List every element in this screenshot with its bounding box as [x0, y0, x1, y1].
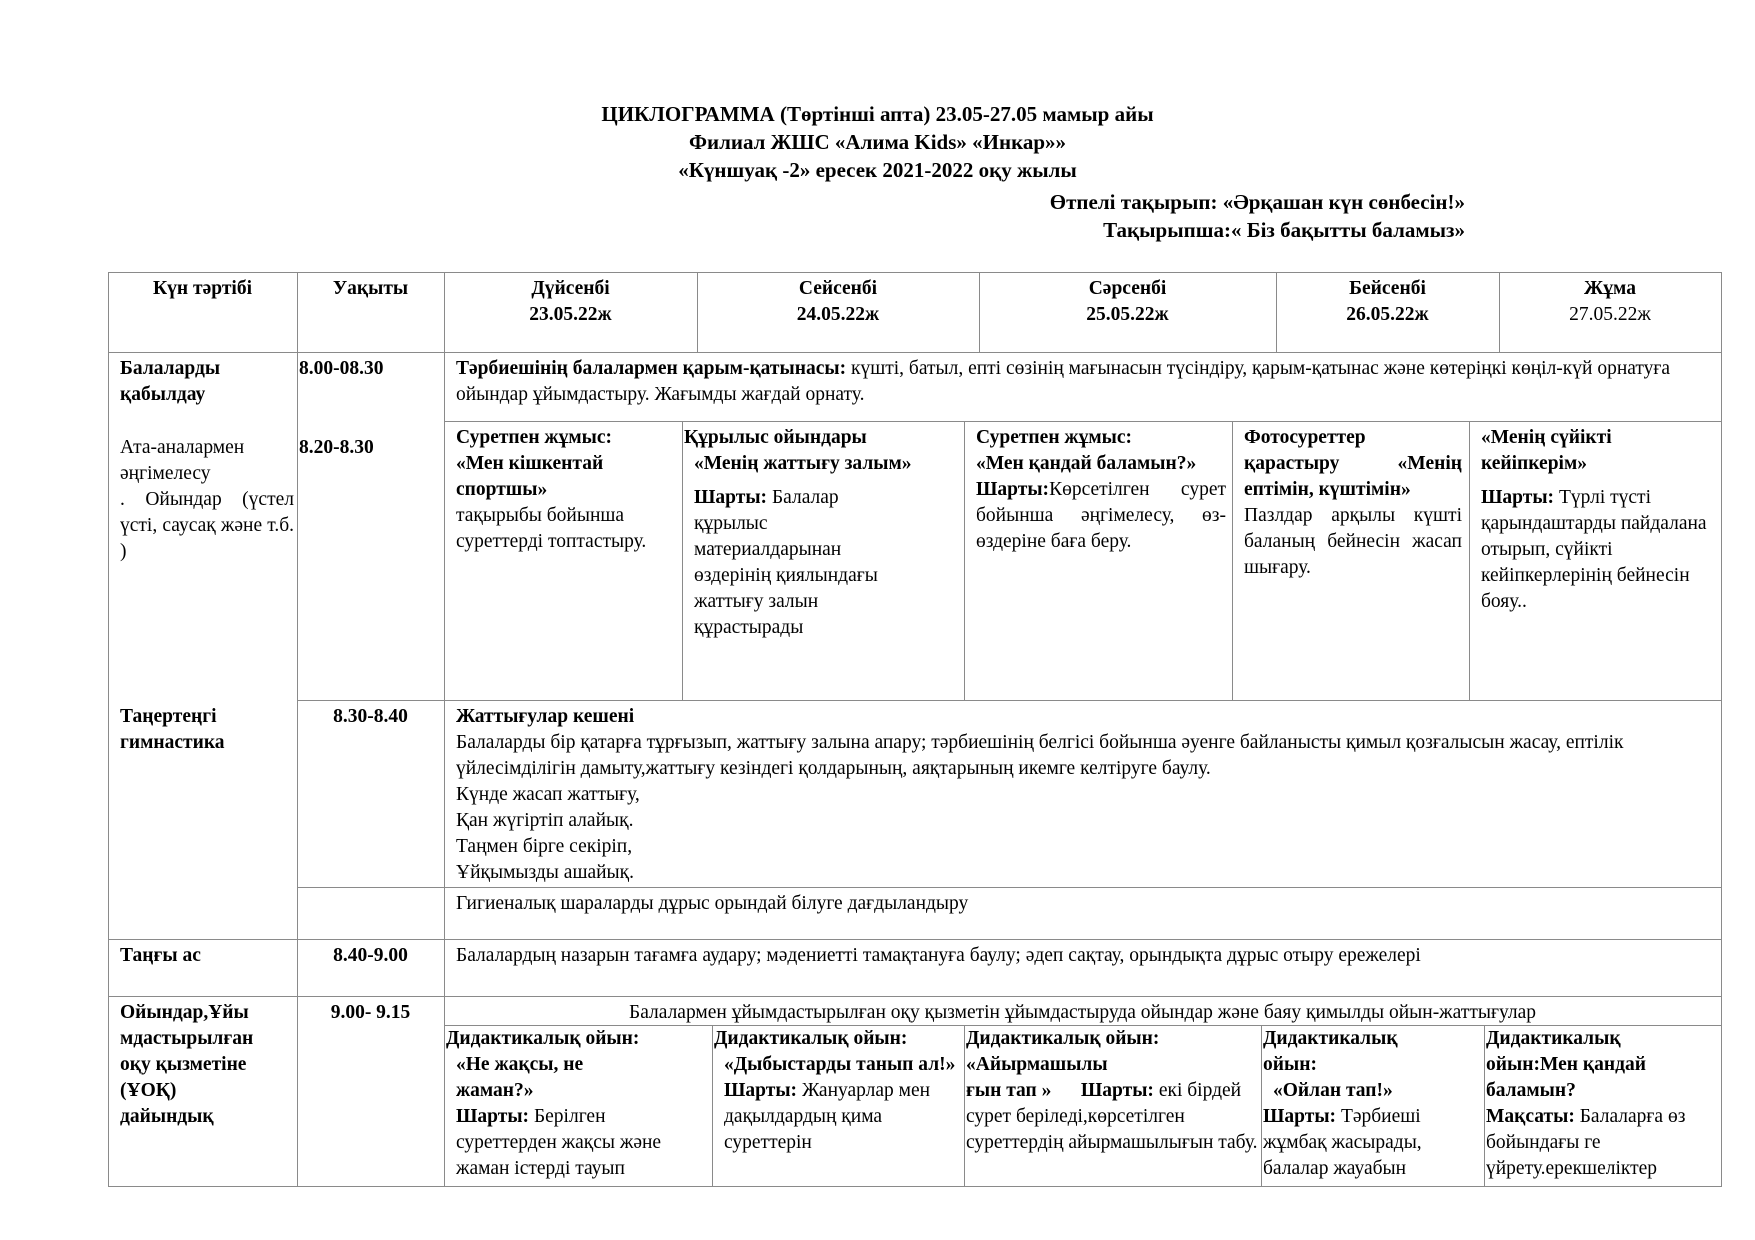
- reception-label-line2: қабылдау: [120, 384, 206, 405]
- reception-games: . Ойындар (үстел үсті, саусақ және т.б. ): [120, 489, 294, 562]
- reception-thu-title: Фотосуреттер қарастыру «Менің ептімін, күштімін»: [1244, 427, 1462, 500]
- gym-poem-line4: Ұйқымызды ашайық.: [456, 862, 634, 883]
- thursday-label: Бейсенбі: [1349, 278, 1426, 299]
- reception-time2: 8.20-8.30: [299, 437, 374, 458]
- monday-label: Дүйсенбі: [531, 278, 610, 299]
- reception-label-line1: Балаларды: [120, 358, 221, 379]
- games-wednesday: [966, 1026, 1259, 1184]
- games-mon-title: Дидактикалық ойын:: [446, 1028, 640, 1049]
- games-tue-name: «Дыбыстарды танып ал!»: [724, 1054, 956, 1075]
- games-fri-title1: Дидактикалық: [1486, 1028, 1621, 1049]
- doc-title: ЦИКЛОГРАММА (Төртінші апта) 23.05-27.05 мамыр айы: [601, 102, 1154, 126]
- reception-thursday: [1244, 425, 1462, 581]
- games-thu-text: Тәрбиеші жұмбақ жасырады, балалар жауабын: [1263, 1106, 1422, 1179]
- games-wed-label: Шарты:: [1076, 1080, 1154, 1101]
- breakfast-label: Таңғы ас: [120, 945, 201, 966]
- games-friday: [1486, 1026, 1716, 1184]
- games-monday: [446, 1026, 708, 1184]
- friday-label: Жұма: [1584, 278, 1636, 299]
- games-mon-text: Берілген суреттерден жақсы және жаман істерді тауып: [456, 1106, 662, 1179]
- games-mon-label: Шарты:: [456, 1106, 530, 1127]
- gym-label-line2: гимнастика: [120, 732, 225, 753]
- games-thu-name: «Ойлан тап!»: [1273, 1080, 1393, 1101]
- reception-tue-title: Құрылыс ойындары: [684, 427, 867, 448]
- reception-fri-text: Түрлі түсті қарындаштарды пайдалана отырып, сүйікті кейіпкерлерінің бейнесін бояу..: [1481, 487, 1707, 612]
- reception-tue-name: «Менің жаттығу залым»: [694, 453, 912, 474]
- gym-poem-line1: Күнде жасап жаттығу,: [456, 784, 640, 805]
- reception-friday: [1481, 425, 1709, 615]
- games-tuesday: [714, 1026, 962, 1184]
- breakfast-text: Балалардың назарын тағамға аудару; мәдениетті тамақтануға баулу; әдеп сақтау, орындықта дұрыс отыру ережелері: [456, 945, 1421, 966]
- games-tue-label: Шарты:: [724, 1080, 798, 1101]
- col-thursday: [1276, 276, 1499, 328]
- games-wed-body2: [966, 1078, 1259, 1156]
- reception-wed-text: Көрсетілген сурет бойынша әңгімелесу, өз-өздеріне баға беру.: [976, 479, 1226, 552]
- reception-mon-text: тақырыбы бойынша суреттерді топтастыру.: [456, 505, 647, 552]
- games-fri-text: Балаларға өз бойындағы ге үйрету.ерекшеліктер: [1486, 1106, 1686, 1179]
- reception-wed-body: [976, 477, 1226, 555]
- reception-mon-title: Суретпен жұмыс:: [456, 427, 612, 448]
- games-thu-label: Шарты:: [1263, 1106, 1337, 1127]
- games-thu-title2: ойын:: [1263, 1054, 1317, 1075]
- monday-date: 23.05.22ж: [529, 304, 612, 325]
- reception-tue-text: Балалар құрылыс материалдарынан өздерінің қиялындағы жаттығу залын құрастырады: [694, 487, 878, 638]
- gym-label-line1: Таңертеңгі: [120, 706, 217, 727]
- reception-wed-name: «Мен қандай баламын?»: [976, 453, 1197, 474]
- games-time: 9.00- 9.15: [330, 1002, 411, 1023]
- wednesday-date: 25.05.22ж: [1086, 304, 1169, 325]
- games-thu-body: [1263, 1104, 1481, 1182]
- transition-theme: Өтпелі тақырып: «Әрқашан күн сөнбесін!»: [1049, 190, 1465, 214]
- games-thu-title1: Дидактикалық: [1263, 1028, 1398, 1049]
- games-label: [120, 1000, 292, 1130]
- games-fri-label: Мақсаты:: [1486, 1106, 1575, 1127]
- games-mon-body: [446, 1104, 708, 1182]
- thursday-date: 26.05.22ж: [1346, 304, 1429, 325]
- reception-fri-title: «Менің сүйікті кейіпкерім»: [1481, 427, 1612, 474]
- col-time: Уақыты: [332, 278, 409, 299]
- games-fri-body: [1486, 1104, 1716, 1182]
- reception-wednesday: [976, 425, 1226, 555]
- games-wed-text: екі бірдей сурет беріледі,көрсетілген суреттердің айырмашылығын табу.: [966, 1080, 1258, 1153]
- gym-time: 8.30-8.40: [333, 706, 408, 727]
- col-regime: Күн тәртібі: [153, 278, 252, 299]
- games-label-line4: (ҰОҚ): [120, 1080, 177, 1101]
- games-label-line3: оқу қызметіне: [120, 1054, 247, 1075]
- games-label-line1: Ойындар,Ұйы: [120, 1002, 249, 1023]
- games-thursday: [1263, 1026, 1481, 1184]
- col-wednesday: [979, 276, 1276, 328]
- reception-tuesday: [684, 425, 958, 641]
- reception-tue-label: Шарты:: [694, 487, 768, 508]
- gym-label: [120, 704, 292, 756]
- reception-label: [120, 356, 292, 408]
- doc-branch: Филиал ЖШС «Алима Kids» «Инкар»»: [688, 130, 1067, 154]
- gym-hygiene: Гигиеналық шараларды дұрыс орындай білуге дағдыландыру: [456, 893, 969, 914]
- games-label-line2: мдастырылған: [120, 1028, 254, 1049]
- games-common: Балалармен ұйымдастырылған оқу қызметін ұйымдастыруда ойындар және баяу қимылды ойын-жаттығулар: [629, 1002, 1536, 1023]
- wednesday-label: Сәрсенбі: [1088, 278, 1167, 299]
- tuesday-date: 24.05.22ж: [796, 304, 880, 325]
- tuesday-label: Сейсенбі: [798, 278, 878, 299]
- reception-time1: 8.00-08.30: [299, 358, 384, 379]
- gym-poem-line2: Қан жүгіртіп алайық.: [456, 810, 634, 831]
- col-friday: [1499, 276, 1721, 328]
- doc-group-year: «Күншуақ -2» ересек 2021-2022 оқу жылы: [678, 158, 1077, 182]
- reception-common-text: күшті, батыл, епті сөзінің мағынасын түсіндіру, қарым-қатынас және көтеріңкі көңіл-күй орнатуға ойындар ұйымдастыру. Жағымды жағдай орнату.: [456, 358, 1671, 405]
- games-tue-text: Жануарлар мен дақылдардың қима суреттерін: [724, 1080, 931, 1153]
- games-mon-name: «Не жақсы, не жаман?»: [456, 1054, 584, 1101]
- reception-common-label: Тәрбиешінің балалармен қарым-қатынасы:: [456, 358, 847, 379]
- games-tue-body: [714, 1078, 962, 1156]
- reception-fri-body: [1481, 485, 1709, 615]
- reception-wed-title: Суретпен жұмыс:: [976, 427, 1132, 448]
- reception-common: [456, 356, 1711, 408]
- reception-wed-label: Шарты:: [976, 479, 1050, 500]
- games-label-line5: дайындық: [120, 1106, 214, 1127]
- games-wed-name: «Айырмашылы ғын тап »: [966, 1054, 1108, 1101]
- reception-tue-body: [684, 485, 914, 641]
- gym-poem-line3: Таңмен бірге секіріп,: [456, 836, 633, 857]
- games-wed-title: Дидактикалық ойын:: [966, 1028, 1160, 1049]
- games-tue-title: Дидактикалық ойын:: [714, 1028, 908, 1049]
- reception-parents: Ата-аналармен әңгімелесу: [120, 437, 245, 484]
- breakfast-time: 8.40-9.00: [333, 945, 408, 966]
- reception-monday: [456, 425, 676, 555]
- reception-fri-label: Шарты:: [1481, 487, 1555, 508]
- reception-thu-text: Пазлдар арқылы күшті баланың бейнесін жасап шығару.: [1244, 505, 1462, 578]
- reception-mon-name: «Мен кішкентай спортшы»: [456, 453, 604, 500]
- subtheme: Тақырыпша:« Біз бақытты баламыз»: [1103, 218, 1465, 242]
- col-monday: [444, 276, 697, 328]
- friday-date: 27.05.22ж: [1569, 304, 1651, 325]
- gym-text: Балаларды бір қатарға тұрғызып, жаттығу залына апару; тәрбиешінің белгісі бойынша әуенге байланысты қимыл қозғалысын жасау, eптілік үйлесімділігін дамыту,жаттығу кезіндегі қолдарының, аяқтарының икемге келтіруге баулу.: [456, 732, 1624, 779]
- gym-title: Жаттығулар кешені: [456, 706, 635, 727]
- col-tuesday: [697, 276, 979, 328]
- games-fri-title2: ойын:Мен қандай баламын?: [1486, 1054, 1646, 1101]
- gym-content: [456, 704, 1714, 886]
